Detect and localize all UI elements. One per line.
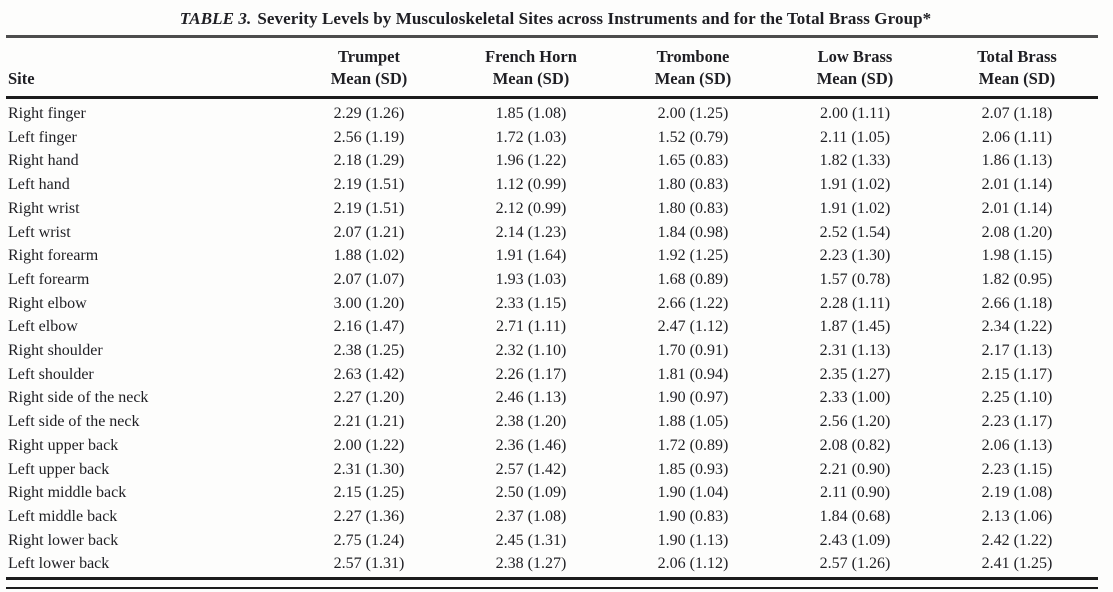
value-cell: 2.21 (1.21) — [333, 413, 405, 431]
site-cell: Left finger — [8, 128, 77, 146]
site-cell: Right hand — [8, 152, 79, 170]
instrument-name: Total Brass — [977, 47, 1057, 66]
value-cell: 1.68 (0.89) — [657, 270, 729, 288]
value-cell: 1.70 (0.91) — [657, 342, 729, 360]
value-cell: 1.81 (0.94) — [657, 365, 729, 383]
value-cell: 1.80 (0.83) — [657, 199, 729, 217]
site-cell: Left middle back — [8, 507, 118, 525]
site-cell: Right forearm — [8, 247, 99, 265]
value-cell: 2.11 (0.90) — [819, 484, 891, 502]
value-cell: 2.06 (1.12) — [657, 555, 729, 573]
value-cell: 2.23 (1.30) — [819, 247, 891, 265]
value-cell: 2.01 (1.14) — [981, 199, 1053, 217]
value-cell: 1.82 (1.33) — [819, 152, 891, 170]
value-cell: 1.90 (0.97) — [657, 389, 729, 407]
value-cell: 2.15 (1.17) — [981, 365, 1053, 383]
table-row — [6, 552, 1098, 576]
value-cell: 2.45 (1.31) — [495, 531, 567, 549]
table-row — [6, 197, 1098, 221]
value-cell: 2.13 (1.06) — [981, 507, 1053, 525]
value-cell: 2.15 (1.25) — [333, 484, 405, 502]
value-cell: 2.25 (1.10) — [981, 389, 1053, 407]
value-cell: 2.16 (1.47) — [333, 318, 405, 336]
value-cell: 1.65 (0.83) — [657, 152, 729, 170]
value-cell: 2.38 (1.20) — [495, 413, 567, 431]
mean-sd-subheader: Mean (SD) — [330, 69, 408, 88]
value-cell: 2.00 (1.25) — [657, 105, 729, 122]
value-cell: 2.71 (1.11) — [495, 318, 567, 336]
col-header-site: Site — [6, 38, 288, 98]
table-row — [6, 173, 1098, 197]
value-cell: 1.86 (1.13) — [981, 152, 1053, 170]
value-cell: 2.23 (1.17) — [981, 413, 1053, 431]
table-row — [6, 363, 1098, 387]
severity-table — [6, 38, 1098, 576]
table-row — [6, 244, 1098, 268]
value-cell: 2.00 (1.22) — [333, 436, 405, 454]
site-cell: Right elbow — [8, 294, 87, 312]
value-cell: 2.31 (1.13) — [819, 342, 891, 360]
table-row — [6, 505, 1098, 529]
value-cell: 2.07 (1.07) — [333, 270, 405, 288]
value-cell: 2.57 (1.42) — [495, 460, 567, 478]
value-cell: 2.42 (1.22) — [981, 531, 1053, 549]
value-cell: 1.84 (0.68) — [819, 507, 891, 525]
col-header-trumpet — [288, 38, 450, 98]
site-cell: Left shoulder — [8, 365, 94, 383]
table-row — [6, 434, 1098, 458]
value-cell: 2.14 (1.23) — [495, 223, 567, 241]
value-cell: 2.47 (1.12) — [657, 318, 729, 336]
value-cell: 2.66 (1.18) — [981, 294, 1053, 312]
value-cell: 3.00 (1.20) — [333, 294, 405, 312]
value-cell: 2.38 (1.25) — [333, 342, 405, 360]
value-cell: 2.27 (1.20) — [333, 389, 405, 407]
value-cell: 2.06 (1.11) — [981, 128, 1053, 146]
value-cell: 2.19 (1.51) — [333, 199, 405, 217]
value-cell: 2.31 (1.30) — [333, 460, 405, 478]
value-cell: 1.91 (1.64) — [495, 247, 567, 265]
value-cell: 2.56 (1.20) — [819, 413, 891, 431]
value-cell: 1.98 (1.15) — [981, 247, 1053, 265]
table-number: TABLE 3. — [179, 9, 252, 28]
value-cell: 2.18 (1.29) — [333, 152, 405, 170]
table-row — [6, 221, 1098, 245]
value-cell: 1.93 (1.03) — [495, 270, 567, 288]
value-cell: 2.08 (1.20) — [981, 223, 1053, 241]
value-cell: 2.01 (1.14) — [981, 176, 1053, 194]
header-row — [6, 38, 1098, 98]
value-cell: 2.12 (0.99) — [495, 199, 567, 217]
value-cell: 2.34 (1.22) — [981, 318, 1053, 336]
value-cell: 1.96 (1.22) — [495, 152, 567, 170]
instrument-name: Trombone — [656, 47, 730, 66]
value-cell: 2.07 (1.18) — [981, 105, 1053, 122]
value-cell: 2.57 (1.26) — [819, 555, 891, 573]
value-cell: 2.00 (1.11) — [819, 105, 891, 122]
bottom-rule — [6, 577, 1098, 589]
instrument-name: French Horn — [485, 47, 577, 66]
value-cell: 1.90 (0.83) — [657, 507, 729, 525]
site-cell: Left hand — [8, 176, 70, 194]
value-cell: 1.91 (1.02) — [819, 199, 891, 217]
value-cell: 1.88 (1.02) — [333, 247, 405, 265]
site-cell: Left upper back — [8, 460, 110, 478]
value-cell: 2.46 (1.13) — [495, 389, 567, 407]
value-cell: 1.92 (1.25) — [657, 247, 729, 265]
value-cell: 1.57 (0.78) — [819, 270, 891, 288]
value-cell: 2.33 (1.15) — [495, 294, 567, 312]
value-cell: 2.33 (1.00) — [819, 389, 891, 407]
value-cell: 2.21 (0.90) — [819, 460, 891, 478]
table-row — [6, 458, 1098, 482]
value-cell: 2.06 (1.13) — [981, 436, 1053, 454]
value-cell: 2.43 (1.09) — [819, 531, 891, 549]
site-cell: Right side of the neck — [8, 389, 149, 407]
value-cell: 1.88 (1.05) — [657, 413, 729, 431]
site-cell: Right shoulder — [8, 342, 103, 360]
site-cell: Left elbow — [8, 318, 78, 336]
value-cell: 2.26 (1.17) — [495, 365, 567, 383]
table-row — [6, 268, 1098, 292]
col-header-french-horn — [450, 38, 612, 98]
site-cell: Right finger — [8, 105, 86, 122]
value-cell: 2.41 (1.25) — [981, 555, 1053, 573]
value-cell: 1.72 (0.89) — [657, 436, 729, 454]
table-row — [6, 386, 1098, 410]
value-cell: 2.35 (1.27) — [819, 365, 891, 383]
table-caption — [6, 8, 1105, 29]
value-cell: 2.36 (1.46) — [495, 436, 567, 454]
value-cell: 2.19 (1.51) — [333, 176, 405, 194]
value-cell: 1.12 (0.99) — [495, 176, 567, 194]
table-row — [6, 292, 1098, 316]
value-cell: 2.37 (1.08) — [495, 507, 567, 525]
table-row — [6, 529, 1098, 553]
value-cell: 1.90 (1.13) — [657, 531, 729, 549]
value-cell: 1.80 (0.83) — [657, 176, 729, 194]
value-cell: 1.72 (1.03) — [495, 128, 567, 146]
value-cell: 2.66 (1.22) — [657, 294, 729, 312]
value-cell: 2.27 (1.36) — [333, 507, 405, 525]
table-row — [6, 339, 1098, 363]
site-cell: Left lower back — [8, 555, 110, 573]
value-cell: 1.90 (1.04) — [657, 484, 729, 502]
value-cell: 1.85 (0.93) — [657, 460, 729, 478]
value-cell: 2.19 (1.08) — [981, 484, 1053, 502]
table-row — [6, 410, 1098, 434]
value-cell: 2.28 (1.11) — [819, 294, 891, 312]
table-row — [6, 481, 1098, 505]
site-cell: Left side of the neck — [8, 413, 140, 431]
value-cell: 2.52 (1.54) — [819, 223, 891, 241]
table-body — [6, 98, 1098, 577]
value-cell: 2.17 (1.13) — [981, 342, 1053, 360]
value-cell: 2.75 (1.24) — [333, 531, 405, 549]
value-cell: 1.85 (1.08) — [495, 105, 567, 122]
mean-sd-subheader: Mean (SD) — [654, 69, 732, 88]
site-cell: Right lower back — [8, 531, 119, 549]
col-header-trombone — [612, 38, 774, 98]
value-cell: 2.50 (1.09) — [495, 484, 567, 502]
site-cell: Left wrist — [8, 223, 71, 241]
instrument-name: Trumpet — [337, 47, 401, 66]
value-cell: 2.29 (1.26) — [333, 105, 405, 122]
value-cell: 2.63 (1.42) — [333, 365, 405, 383]
value-cell: 2.08 (0.82) — [819, 436, 891, 454]
instrument-name: Low Brass — [817, 47, 893, 66]
table-title-text: Severity Levels by Musculoskeletal Sites across Instruments and for the Total Brass Group* — [257, 9, 932, 28]
site-cell: Right upper back — [8, 436, 119, 454]
site-cell: Right middle back — [8, 484, 127, 502]
table-row — [6, 126, 1098, 150]
value-cell: 1.84 (0.98) — [657, 223, 729, 241]
value-cell: 2.57 (1.31) — [333, 555, 405, 573]
table-header — [6, 38, 1098, 98]
value-cell: 2.32 (1.10) — [495, 342, 567, 360]
value-cell: 2.23 (1.15) — [981, 460, 1053, 478]
value-cell: 2.38 (1.27) — [495, 555, 567, 573]
col-header-low-brass — [774, 38, 936, 98]
table-row — [6, 149, 1098, 173]
mean-sd-subheader: Mean (SD) — [492, 69, 570, 88]
value-cell: 1.87 (1.45) — [819, 318, 891, 336]
value-cell: 2.11 (1.05) — [819, 128, 891, 146]
value-cell: 1.82 (0.95) — [981, 270, 1053, 288]
value-cell: 1.52 (0.79) — [657, 128, 729, 146]
mean-sd-subheader: Mean (SD) — [816, 69, 894, 88]
site-cell: Right wrist — [8, 199, 80, 217]
value-cell: 2.56 (1.19) — [333, 128, 405, 146]
site-cell: Left forearm — [8, 270, 90, 288]
value-cell: 1.91 (1.02) — [819, 176, 891, 194]
value-cell: 2.07 (1.21) — [333, 223, 405, 241]
col-header-total-brass — [936, 38, 1098, 98]
table-row — [6, 315, 1098, 339]
mean-sd-subheader: Mean (SD) — [978, 69, 1056, 88]
table-row — [6, 98, 1098, 126]
